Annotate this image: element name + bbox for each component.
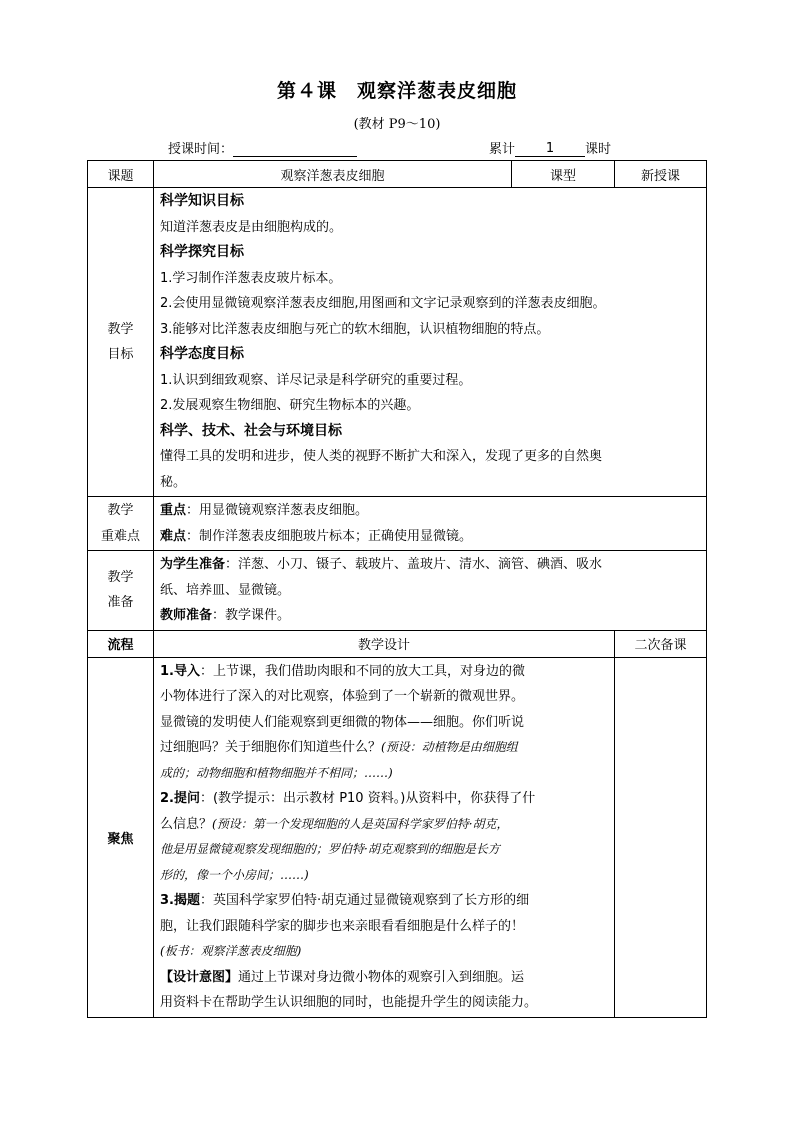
focus-row xyxy=(88,657,707,1017)
goal-line: 2.会使用显微镜观察洋葱表皮细胞,用图画和文字记录观察到的洋葱表皮细胞。 xyxy=(160,296,606,311)
teacher-prep: 教师准备：教学课件。 xyxy=(160,608,291,623)
key-points-row xyxy=(88,497,707,551)
design-line: 胞，让我们跟随科学家的脚步也来亲眼看看细胞是什么样子的！ xyxy=(160,918,525,934)
design-content xyxy=(154,657,615,1017)
goals-row xyxy=(88,188,707,497)
design-line: 过细胞吗？关于细胞你们知道些什么？(预设：动植物是由细胞组 xyxy=(160,740,518,755)
design-line: 小物体进行了深入的对比观察，体验到了一个崭新的微观世界。 xyxy=(160,689,525,704)
preparation-content xyxy=(154,551,707,631)
type-value: 新授课 xyxy=(615,161,707,188)
goals-content xyxy=(154,188,707,497)
design-note: 形的，像一个小房间；……) xyxy=(160,867,309,882)
teaching-time xyxy=(168,138,357,157)
goal-line: 1.认识到细致观察、详尽记录是科学研究的重要过程。 xyxy=(160,372,472,388)
student-prep: 为学生准备：洋葱、小刀、镊子、载玻片、盖玻片、清水、滴管、碘酒、吸水 xyxy=(160,557,603,572)
design-line: 显微镜的发明使人们能观察到更细微的物体——细胞。你们听说 xyxy=(160,714,525,730)
difficult-point: 难点：制作洋葱表皮细胞玻片标本；正确使用显微镜。 xyxy=(160,528,473,544)
cumulative-value[interactable]: 1 xyxy=(515,142,585,157)
cumulative-unit: 课时 xyxy=(585,142,612,157)
goal-heading-attitude: 科学态度目标 xyxy=(160,346,244,362)
design-line: 用资料卡在帮助学生认识细胞的同时，也能提升学生的阅读能力。 xyxy=(160,995,538,1010)
goal-heading-inquiry: 科学探究目标 xyxy=(160,244,244,260)
teaching-time-field[interactable] xyxy=(233,142,357,157)
topic-row xyxy=(88,161,707,188)
design-line: 2.提问：(教学提示：出示教材 P10 资料。)从资料中，你获得了什 xyxy=(160,791,536,806)
teaching-time-label: 授课时间： xyxy=(168,142,234,157)
stage-label: 聚焦 xyxy=(88,657,154,1017)
cumulative-label: 累计 xyxy=(489,142,516,157)
topic-value: 观察洋葱表皮细胞 xyxy=(154,161,512,188)
section-header-row xyxy=(88,630,707,657)
key-point: 重点：用显微镜观察洋葱表皮细胞。 xyxy=(160,503,369,518)
goal-line: 2.发展观察生物细胞、研究生物标本的兴趣。 xyxy=(160,398,420,413)
key-points-content xyxy=(154,497,707,551)
goal-line: 1.学习制作洋葱表皮玻片标本。 xyxy=(160,270,342,286)
cumulative-hours xyxy=(489,138,611,157)
goal-line: 3.能够对比洋葱表皮细胞与死亡的软木细胞，认识植物细胞的特点。 xyxy=(160,321,550,337)
lesson-plan-table xyxy=(87,160,707,1018)
type-label: 课型 xyxy=(512,161,615,188)
lesson-title: 第４课 观察洋葱表皮细胞 xyxy=(276,80,517,102)
textbook-pages: (教材 P9～10) xyxy=(353,117,441,132)
flow-label: 流程 xyxy=(88,630,154,657)
goal-line: 懂得工具的发明和进步，使人类的视野不断扩大和深入，发现了更多的自然奥 xyxy=(160,449,603,464)
design-intent: 【设计意图】通过上节课对身边微小物体的观察引入到细胞。运 xyxy=(160,969,525,985)
goal-heading-knowledge: 科学知识目标 xyxy=(160,193,244,209)
design-note: (板书：观察洋葱表皮细胞) xyxy=(160,944,302,958)
design-label: 教学设计 xyxy=(154,630,615,657)
design-note: 他是用显微镜观察发现细胞的；罗伯特·胡克观察到的细胞是长方 xyxy=(160,842,500,856)
key-points-label: 教学 重难点 xyxy=(88,497,154,551)
goal-line: 知道洋葱表皮是由细胞构成的。 xyxy=(160,219,343,235)
goals-label: 教学 目标 xyxy=(88,188,154,497)
design-line: 1.导入：上节课，我们借助肉眼和不同的放大工具，对身边的微 xyxy=(160,663,525,679)
second-prep-label: 二次备课 xyxy=(615,630,707,657)
design-line: 3.揭题：英国科学家罗伯特·胡克通过显微镜观察到了长方形的细 xyxy=(160,893,530,908)
design-line: 么信息？(预设：第一个发现细胞的人是英国科学家罗伯特·胡克， xyxy=(160,816,509,832)
student-prep-cont: 纸、培养皿、显微镜。 xyxy=(160,582,291,598)
goal-heading-stse: 科学、技术、社会与环境目标 xyxy=(160,422,342,439)
second-prep-cell[interactable] xyxy=(615,657,707,1017)
preparation-label: 教学 准备 xyxy=(88,551,154,631)
topic-label: 课题 xyxy=(88,161,154,188)
design-note: 成的；动物细胞和植物细胞并不相同；……) xyxy=(160,765,393,780)
preparation-row xyxy=(88,551,707,631)
goal-line: 秘。 xyxy=(160,474,187,490)
